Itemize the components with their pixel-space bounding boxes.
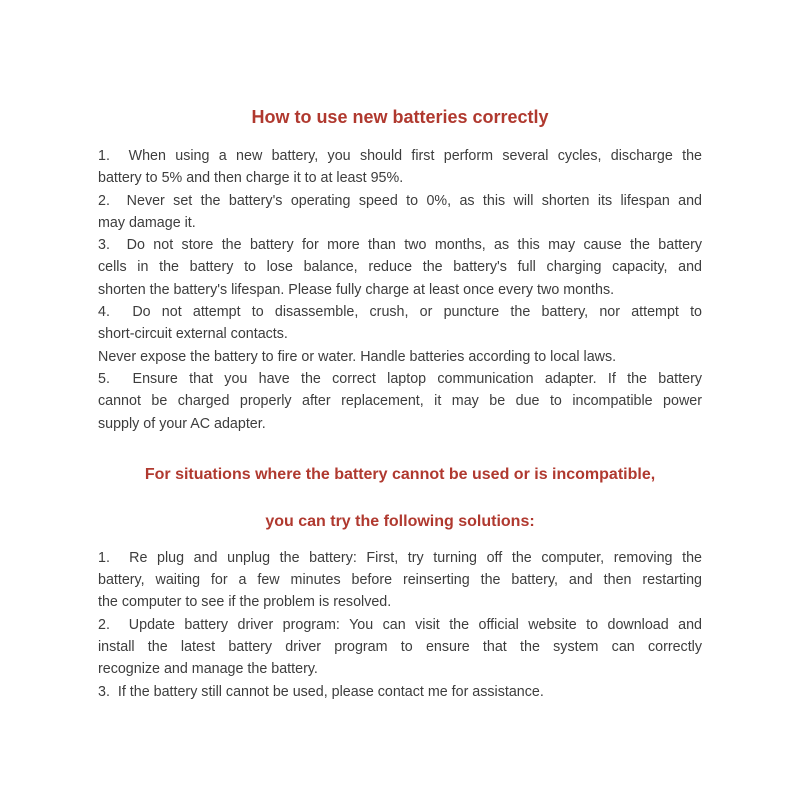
text-line: battery, waiting for a few minutes before reinserting the battery, and then restarting: [98, 572, 702, 589]
page-title: How to use new batteries correctly: [251, 107, 549, 127]
text-line: 5. Ensure that you have the correct laptop communication adapter. If the battery: [98, 370, 702, 387]
document-content: [98, 0, 702, 703]
text-line: 1. When using a new battery, you should first perform several cycles, discharge the: [98, 148, 702, 164]
text-line: 3. Do not store the battery for more than two months, as this may cause the battery: [98, 237, 702, 254]
text-line: 1. Re plug and unplug the battery: First, try turning off the computer, removing the: [98, 549, 702, 566]
text-line: may damage it.: [98, 214, 196, 231]
text-line: 3. If the battery still cannot be used, please contact me for assistance.: [98, 683, 544, 700]
solutions-list: [98, 547, 702, 703]
text-line: 4. Do not attempt to disassemble, crush, or puncture the battery, nor attempt to: [98, 304, 702, 321]
text-line: 2. Update battery driver program: You can visit the official website to download and: [98, 616, 702, 633]
text-line: cannot be charged properly after replacement, it may be due to incompatible power: [98, 393, 702, 410]
usage-instructions-list: [98, 145, 702, 435]
text-line: recognize and manage the battery.: [98, 661, 318, 678]
text-line: short-circuit external contacts.: [98, 326, 288, 343]
text-line: 2. Never set the battery's operating speed to 0%, as this will shorten its lifespan and: [98, 192, 702, 209]
text-line: Never expose the battery to fire or water. Handle batteries according to local laws.: [98, 348, 617, 365]
text-line: the computer to see if the problem is resolved.: [98, 594, 392, 611]
text-line: shorten the battery's lifespan. Please fully charge at least once every two months.: [98, 281, 615, 298]
solutions-heading-line2: you can try the following solutions:: [265, 512, 535, 530]
text-line: battery to 5% and then charge it to at least 95%.: [98, 170, 404, 187]
text-line: supply of your AC adapter.: [98, 415, 266, 432]
solutions-heading-line1: For situations where the battery cannot be used or is incompatible,: [144, 465, 656, 483]
text-line: install the latest battery driver program to ensure that the system can correctly: [98, 639, 702, 656]
text-line: cells in the battery to lose balance, reduce the battery's full charging capacity, and: [98, 259, 702, 276]
